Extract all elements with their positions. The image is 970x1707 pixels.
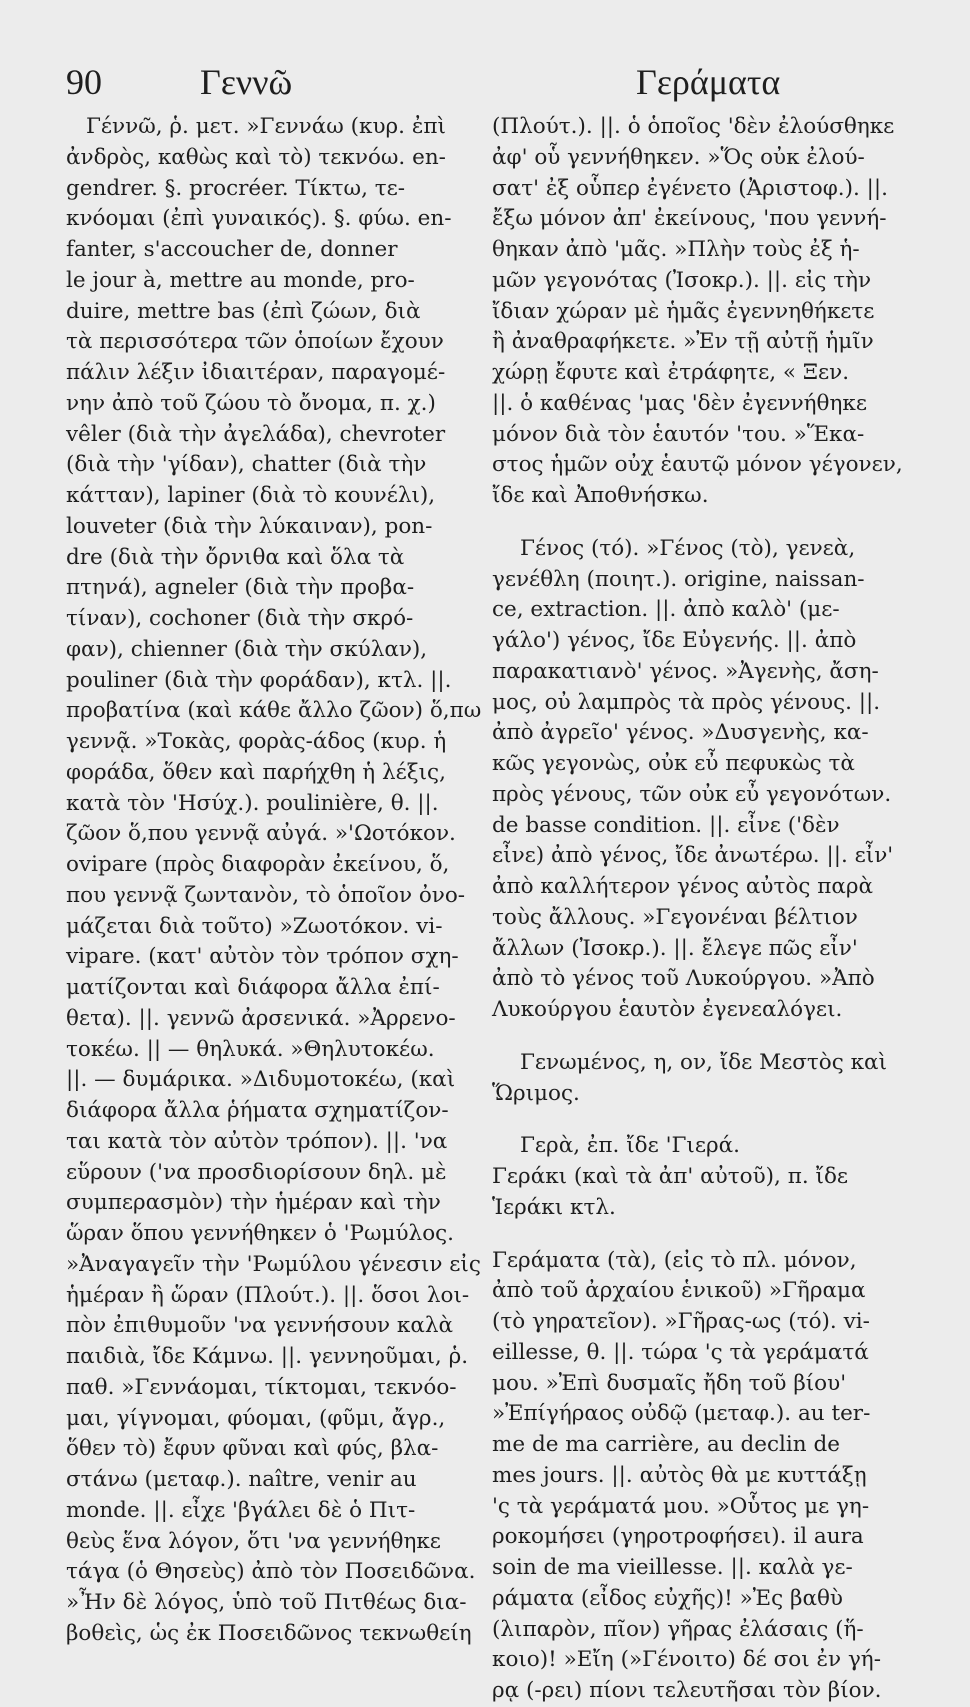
- text-line: στάνω (μεταφ.). naître, venir au: [66, 1467, 417, 1492]
- text-line: παθ. »Γεννάομαι, τίκτομαι, τεκνόο-: [66, 1374, 457, 1400]
- text-line: στος ἡμῶν οὐχ ἑαυτῷ μόνον γέγονεν,: [492, 452, 903, 478]
- text-line: ται κατὰ τὸν αὐτὸν τρόπον). ||. 'να: [66, 1128, 448, 1154]
- text-line: ράματα (εἶδος εὐχῆς)! »Ἐς βαθὺ: [492, 1585, 843, 1611]
- text-line: μου. »Ἐπὶ δυσμαῖς ἤδη τοῦ βίου': [492, 1370, 847, 1396]
- text-line: φοράδα, ὅθεν καὶ παρήχθη ἡ λέξις,: [66, 759, 446, 785]
- text-line: ἀπὸ τοῦ ἀρχαίου ἑνικοῦ) »Γῆραμα: [492, 1278, 866, 1304]
- text-line: de basse condition. ||. εἶνε ('δὲν: [492, 812, 840, 838]
- text-line: gendrer. §. procréer. Τίκτω, τε-: [66, 175, 406, 201]
- text-line: σατ' ἐξ οὗπερ ἐγένετο (Ἀριστοφ.). ||.: [492, 175, 888, 201]
- right-column: [492, 112, 906, 1707]
- text-line: κῶς γεγονὼς, οὐκ εὖ πεφυκὼς τὰ: [492, 751, 855, 776]
- text-line: ἔξω μόνον ἀπ' ἐκείνους, 'που γεννή-: [492, 206, 887, 232]
- text-line: monde. ||. εἶχε 'βγάλει δὲ ὁ Πιτ-: [66, 1497, 416, 1523]
- text-line: dre (διὰ τὴν ὄρνιθα καὶ ὅλα τὰ: [66, 544, 405, 570]
- text-line: ἢ ἀναθραφήκετε. »Ἐν τῇ αὐτῇ ἡμῖν: [492, 329, 874, 355]
- text-line: Γενωμένος, η, ον, ἴδε Μεστὸς καὶ: [520, 1049, 888, 1075]
- text-line: ἀπὸ ἀγρεῖο' γένος. »Δυσγενὴς, κα-: [492, 720, 869, 746]
- text-line: ovipare (πρὸς διαφορὰν ἐκείνου, ὅ,: [66, 852, 450, 877]
- text-line: ἴδε καὶ Ἀποθνήσκω.: [492, 483, 709, 508]
- text-line: θεὺς ἕνα λόγον, ὅτι 'να γεννήθηκε: [66, 1528, 441, 1554]
- text-line: Ἱεράκι κτλ.: [492, 1194, 616, 1220]
- text-line: Λυκούργου ἑαυτὸν ἐγενεαλόγει.: [492, 997, 843, 1022]
- text-line: Γερὰ, ἐπ. ἴδε 'Γιερά.: [520, 1133, 740, 1159]
- text-line: me de ma carrière, au declin de: [492, 1432, 840, 1457]
- text-line: κοιο)! »Εἴη (»Γένοιτο) δέ σοι ἐν γή-: [492, 1647, 881, 1673]
- text-line: συμπερασμὸν) τὴν ἡμέραν καὶ τὴν: [66, 1190, 441, 1216]
- text-line: pouliner (διὰ τὴν φοράδαν), κτλ. ||.: [66, 667, 452, 693]
- text-line: Γεράματα (τὰ), (εἰς τὸ πλ. μόνον,: [492, 1247, 857, 1273]
- text-line: φαν), chienner (διὰ τὴν σκύλαν),: [66, 636, 428, 662]
- text-line: κατὰ τὸν 'Ησύχ.). poulinière, θ. ||.: [66, 790, 439, 816]
- text-line: θετα). ||. γεννῶ ἀρσενικά. »Ἀρρενο-: [66, 1005, 456, 1031]
- text-line: μαι, γίγνομαι, φύομαι, (φῦμι, ἄγρ.,: [66, 1405, 446, 1431]
- text-line: (διὰ τὴν 'γίδαν), chatter (διὰ τὴν: [66, 452, 427, 478]
- text-line: εἶνε) ἀπὸ γένος, ἴδε ἀνωτέρω. ||. εἶν': [492, 843, 894, 869]
- text-line: ἀφ' οὗ γεννήθηκεν. »Ὅς οὐκ ἐλού-: [492, 144, 865, 170]
- text-line: θηκαν ἀπὸ 'μᾶς. »Πλὴν τοὺς ἐξ ἡ-: [492, 237, 860, 262]
- text-line: mes jours. ||. αὐτὸς θὰ με κυττάξῃ: [492, 1462, 867, 1488]
- text-line: τοκέω. || — θηλυκά. »Θηλυτοκέω.: [66, 1036, 435, 1062]
- text-line: ||. ὁ καθένας 'μας 'δὲν ἐγεννήθηκε: [492, 390, 867, 416]
- text-line: ὅθεν τὸ) ἔφυν φῦναι καὶ φύς, βλα-: [66, 1436, 439, 1462]
- text-line: γάλο') γένος, ἴδε Εὐγενής. ||. ἀπὸ: [492, 628, 857, 653]
- text-line: ἀνδρὸς, καθὼς καὶ τὸ) τεκνόω. en-: [66, 144, 446, 170]
- text-line: πτηνά), agneler (διὰ τὴν προβα-: [66, 575, 415, 601]
- text-line: παιδιὰ, ἴδε Κάμνω. ||. γεννηοῦμαι, ῥ.: [66, 1344, 469, 1369]
- text-line: ἀπὸ τὸ γένος τοῦ Λυκούργου. »Ἀπὸ: [492, 966, 875, 992]
- text-line: τάγα (ὁ Θησεὺς) ἀπὸ τὸν Ποσειδῶνα.: [66, 1559, 476, 1585]
- text-line: fanter, s'accoucher de, donner: [66, 237, 398, 262]
- text-line: ἡμέραν ἢ ὥραν (Πλούτ.). ||. ὅσοι λοι-: [66, 1282, 470, 1308]
- text-line: louveter (διὰ τὴν λύκαιναν), pon-: [66, 513, 433, 539]
- page-number: 90: [66, 62, 102, 102]
- text-line: eillesse, θ. ||. τώρα 'ς τὰ γεράματά: [492, 1339, 869, 1365]
- entry-gennao-continued: [492, 112, 906, 512]
- entry-genos: [492, 534, 906, 1026]
- text-line: ||. — δυμάρικα. »Διδυμοτοκέω, (καὶ: [66, 1067, 456, 1093]
- text-line: Ὥριμος.: [492, 1080, 580, 1106]
- entry-geramata: [492, 1246, 906, 1707]
- text-line: πάλιν λέξιν ἰδιαιτέραν, παραγομέ-: [66, 360, 446, 385]
- text-line: προβατίνα (καὶ κάθε ἄλλο ζῶον) ὅ,πω: [66, 698, 482, 724]
- text-line: παρακατιανὸ' γένος. »Ἀγενὴς, ἄση-: [492, 658, 879, 684]
- text-line: (λιπαρὸν, πῖον) γῆρας ἐλάσαις (ἥ-: [492, 1616, 864, 1642]
- text-line: βοθεὶς, ὡς ἐκ Ποσειδῶνος τεκνωθείη: [66, 1620, 472, 1646]
- text-line: Γεράκι (καὶ τὰ ἀπ' αὐτοῦ), π. ἴδε: [492, 1164, 849, 1189]
- text-line: πὸν ἐπιθυμοῦν 'να γεννήσουν καλὰ: [66, 1313, 454, 1339]
- text-line: ἴδιαν χώραν μὲ ἡμᾶς ἐγεννηθήκετε: [492, 298, 875, 324]
- text-line: τὰ περισσότερα τῶν ὁποίων ἔχουν: [66, 329, 444, 355]
- text-line: Γέννῶ, ῥ. μετ. »Γεννάω (κυρ. ἐπὶ: [86, 114, 446, 139]
- text-line: 'ς τὰ γεράματά μου. »Οὗτος με γη-: [492, 1493, 870, 1519]
- text-line: vipare. (κατ' αὐτὸν τὸν τρόπον σχη-: [66, 944, 459, 970]
- text-line: ἄλλων (Ἰσοκρ.). ||. ἔλεγε πῶς εἶν': [492, 935, 858, 961]
- text-line: ce, extraction. ||. ἀπὸ καλὸ' (με-: [492, 597, 840, 623]
- text-line: γεννᾷ. »Τοκὰς, φορὰς-άδος (κυρ. ἡ: [66, 729, 447, 754]
- text-line: soin de ma vieillesse. ||. καλὰ γε-: [492, 1555, 853, 1580]
- text-line: vêler (διὰ τὴν ἀγελάδα), chevroter: [66, 421, 446, 447]
- text-line: χώρῃ ἔφυτε καὶ ἐτράφητε, « Ξεν.: [492, 360, 850, 385]
- text-line: εὕρουν ('να προσδιορίσουν δηλ. μὲ: [66, 1159, 447, 1185]
- text-line: (Πλούτ.). ||. ὁ ὁποῖος 'δὲν ἐλούσθηκε: [492, 114, 895, 139]
- text-line: duire, mettre bas (ἐπὶ ζώων, διὰ: [66, 298, 421, 324]
- left-column: [66, 112, 482, 1650]
- left-running-head: Γεννῶ: [200, 62, 293, 102]
- text-line: διάφορα ἄλλα ῥήματα σχηματίζον-: [66, 1098, 449, 1123]
- text-line: (τὸ γηρατεῖον). »Γῆρας-ως (τό). vi-: [492, 1309, 870, 1334]
- text-line: ἀπὸ καλλήτερον γένος αὐτὸς παρὰ: [492, 874, 874, 899]
- text-line: τοὺς ἄλλους. »Γεγονέναι βέλτιον: [492, 904, 858, 930]
- text-line: »Ἐπίγήραος οὐδῷ (μεταφ.). au ter-: [492, 1401, 871, 1427]
- text-line: νην ἀπὸ τοῦ ζώου τὸ ὄνομα, π. χ.): [66, 390, 436, 416]
- text-line: που γεννᾷ ζωντανὸν, τὸ ὁποῖον ὀνο-: [66, 882, 466, 908]
- text-line: »Ἀναγαγεῖν τὴν 'Ρωμύλου γένεσιν εἰς: [66, 1251, 481, 1277]
- text-line: Γένος (τό). »Γένος (τὸ), γενεὰ,: [520, 535, 856, 561]
- text-line: κάτταν), lapiner (διὰ τὸ κουνέλι),: [66, 483, 436, 508]
- text-line: μάζεται διὰ τοῦτο) »Ζωοτόκον. vi-: [66, 913, 443, 939]
- text-line: μόνον διὰ τὸν ἑαυτόν 'του. »Ἕκα-: [492, 421, 865, 447]
- text-line: κνόομαι (ἐπὶ γυναικός). §. φύω. en-: [66, 206, 452, 232]
- text-line: »Ἦν δὲ λόγος, ὑπὸ τοῦ Πιτθέως δια-: [66, 1590, 467, 1615]
- text-line: ρᾳ (-ρει) πίονι τελευτῆσαι τὸν βίον.: [492, 1678, 882, 1703]
- entries-gera-geraki: [492, 1131, 906, 1223]
- text-line: μῶν γεγονότας (Ἰσοκρ.). ||. εἰς τὴν: [492, 267, 872, 293]
- text-line: le jour à, mettre au monde, pro-: [66, 267, 415, 293]
- text-line: ζῶον ὅ,που γεννᾷ αὐγά. »'Ωοτόκον.: [66, 821, 456, 847]
- text-line: ροκομήσει (γηροτροφήσει). il aura: [492, 1524, 864, 1550]
- right-running-head: Γεράματα: [636, 62, 781, 102]
- text-line: πρὸς γένους, τῶν οὐκ εὖ γεγονότων.: [492, 781, 892, 807]
- text-line: ματίζονται καὶ διάφορα ἄλλα ἐπί-: [66, 975, 440, 1000]
- text-line: μος, οὐ λαμπρὸς τὰ πρὸς γένους. ||.: [492, 689, 881, 715]
- entry-genomenos: [492, 1048, 906, 1110]
- text-line: τίναν), cochoner (διὰ τὴν σκρό-: [66, 606, 414, 631]
- text-line: γενέθλη (ποιητ.). origine, naissan-: [492, 566, 865, 592]
- text-line: ὥραν ὅπου γεννήθηκεν ὁ 'Ρωμύλος.: [66, 1221, 455, 1246]
